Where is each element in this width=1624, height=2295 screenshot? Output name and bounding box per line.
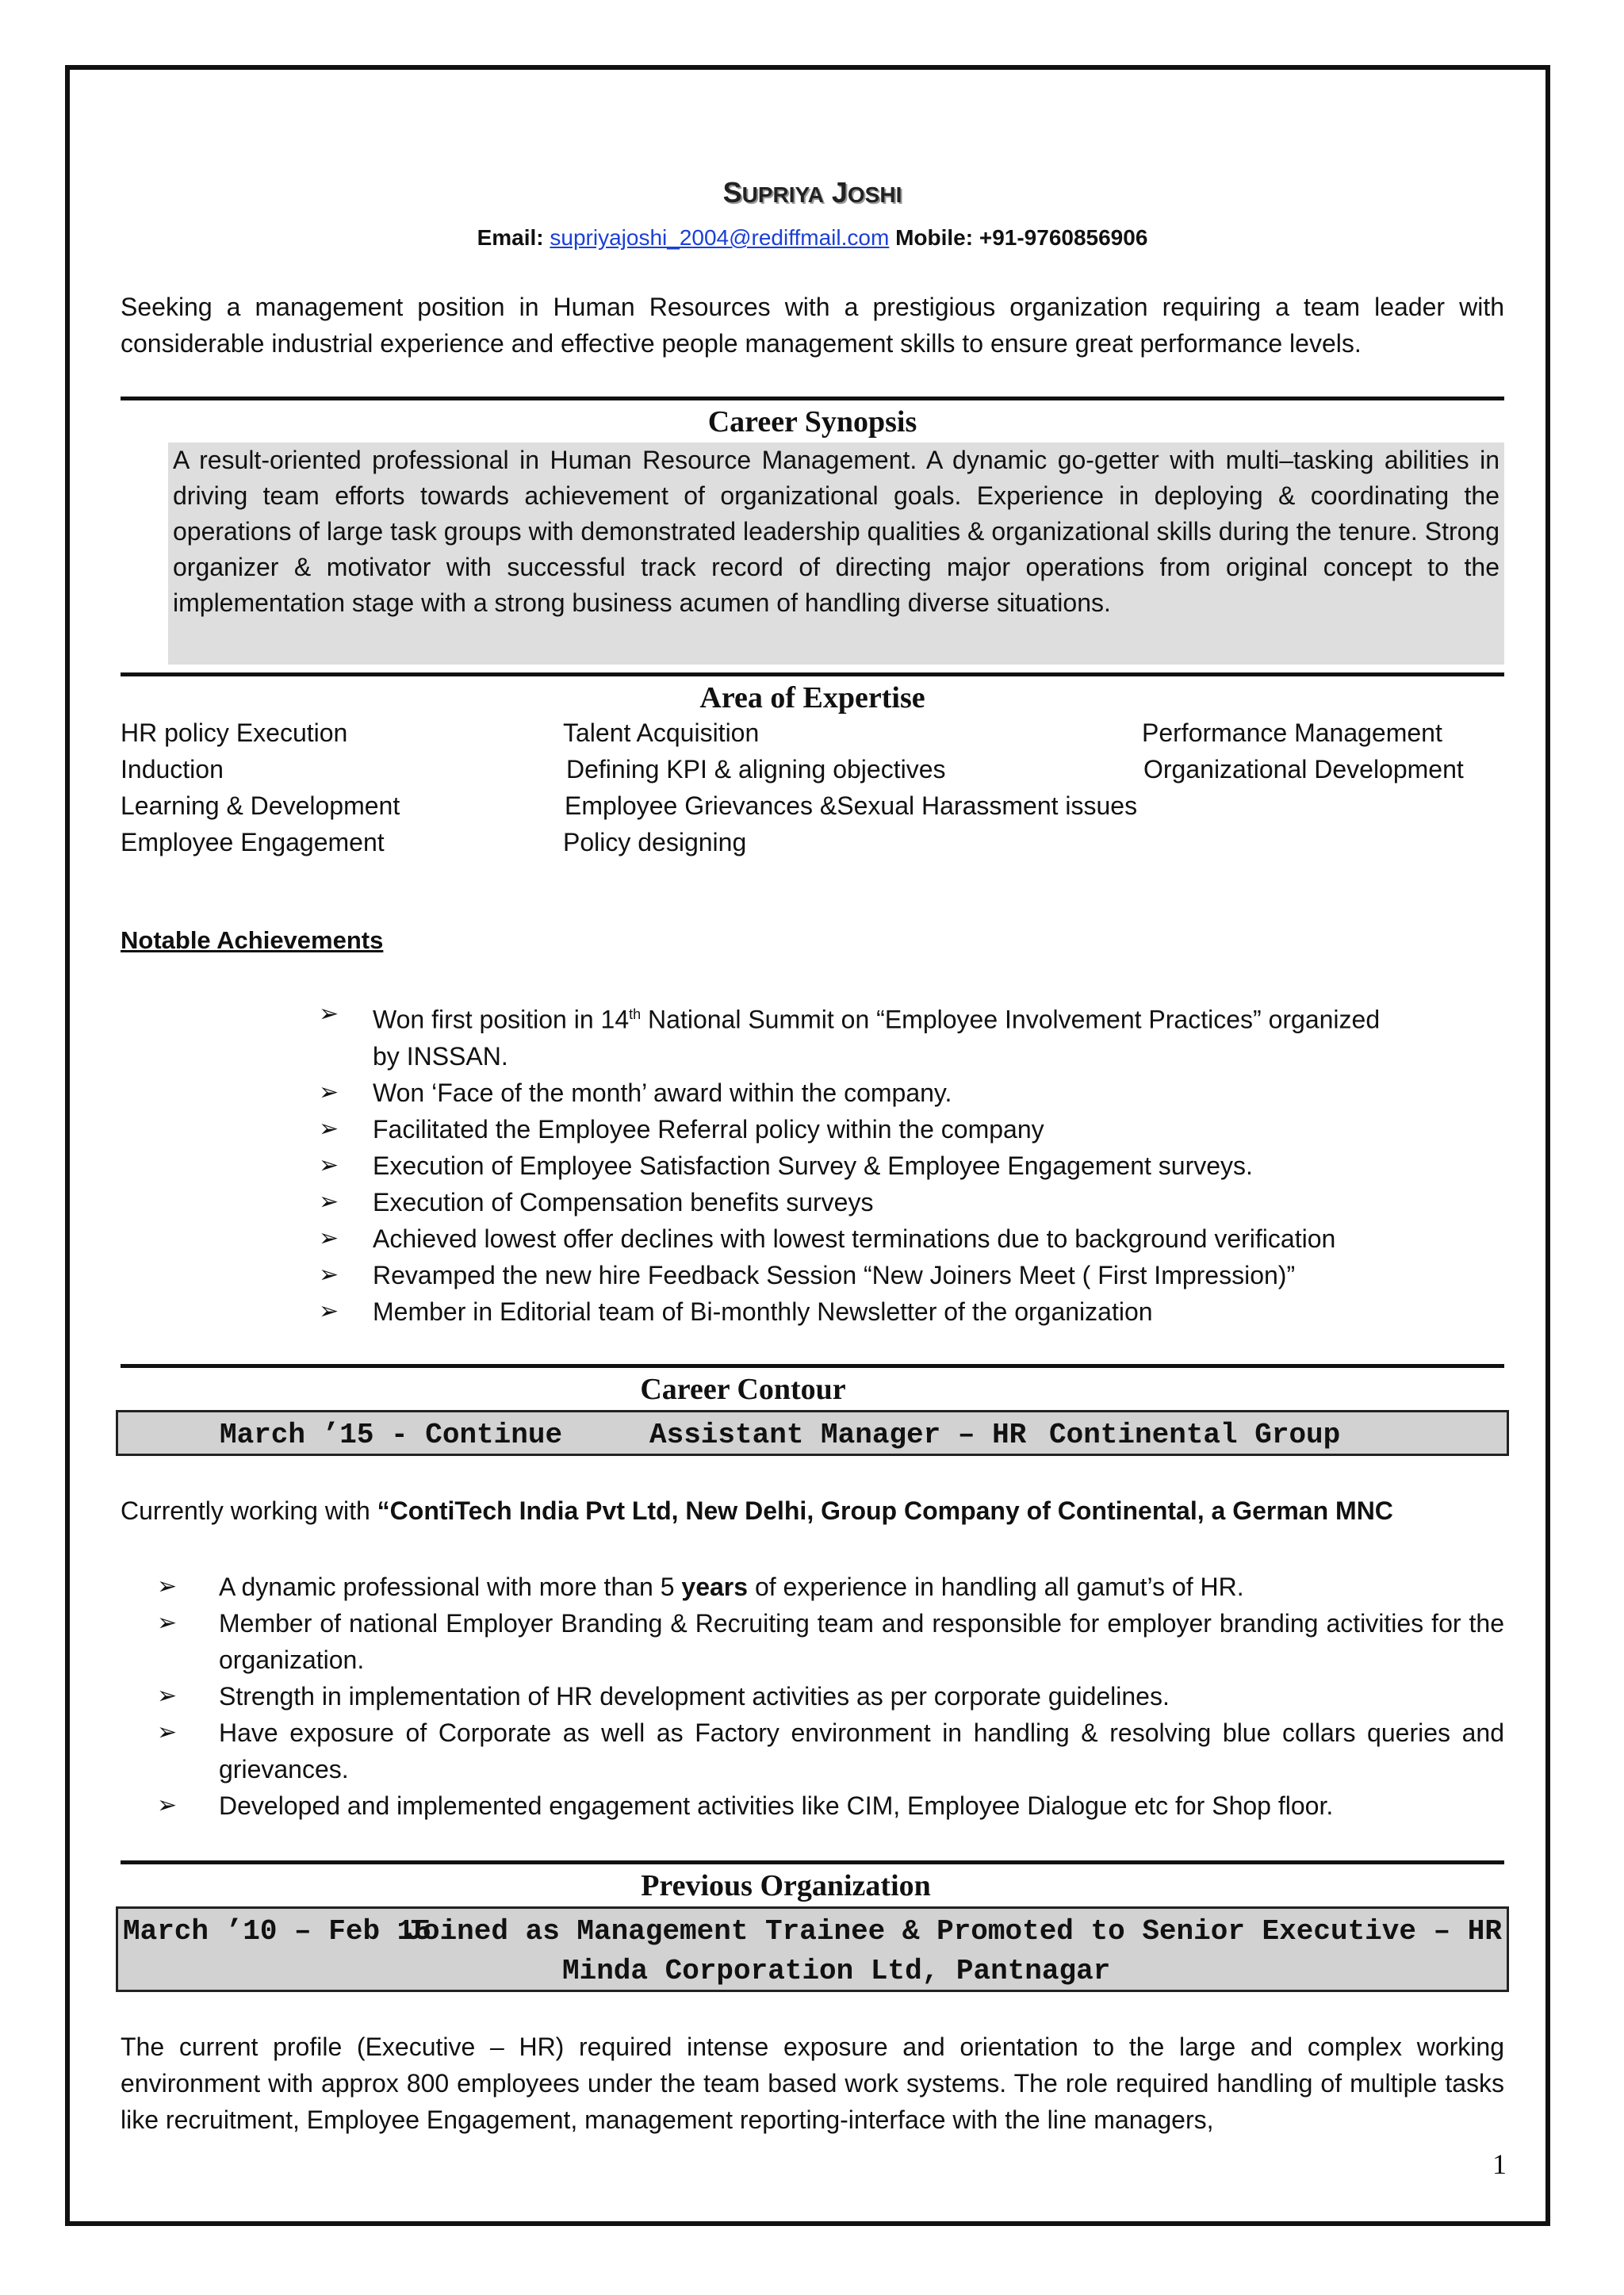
name-first-initial: S bbox=[722, 176, 742, 209]
achievement-text: Achieved lowest offer declines with lowest terminations due to background verification bbox=[373, 1224, 1336, 1253]
name-last-rest: OSHI bbox=[847, 182, 902, 207]
section-divider bbox=[121, 1364, 1504, 1368]
expertise-item: Policy designing bbox=[563, 828, 747, 856]
arrow-bullet-icon: ➢ bbox=[319, 1224, 339, 1251]
achievement-text: Won ‘Face of the month’ award within the company. bbox=[373, 1078, 952, 1107]
expertise-item: HR policy Execution bbox=[121, 718, 348, 747]
responsibility-text: Developed and implemented engagement activities like CIM, Employee Dialogue etc for Shop floor. bbox=[219, 1791, 1334, 1820]
prev-role-title: Joined as Management Trainee & Promoted to Senior Executive – HR bbox=[405, 1915, 1502, 1948]
list-item bbox=[157, 1787, 1504, 1824]
expertise-item: Learning & Development bbox=[121, 791, 400, 820]
previous-role-bar bbox=[116, 1906, 1509, 1992]
responsibility-text: Strength in implementation of HR development activities as per corporate guidelines. bbox=[219, 1682, 1170, 1711]
list-item bbox=[319, 1075, 1413, 1111]
achievement-text: Member in Editorial team of Bi-monthly Newsletter of the organization bbox=[373, 1297, 1153, 1326]
arrow-bullet-icon: ➢ bbox=[157, 1683, 178, 1709]
email-label: Email: bbox=[477, 225, 544, 250]
expertise-row bbox=[121, 718, 1504, 755]
list-item bbox=[319, 1184, 1413, 1220]
expertise-row bbox=[121, 791, 1504, 828]
objective-text: Seeking a management position in Human Resources with a prestigious organization requiring a team leader with considerable industrial experience and effective people management skills to ensure great performance levels. bbox=[121, 293, 1504, 358]
email-link[interactable]: supriyajoshi_2004@rediffmail.com bbox=[550, 225, 890, 250]
previous-org-text: The current profile (Executive – HR) required intense exposure and orientation to the large and complex working environment with approx 800 employees under the team based work systems. The role required handling of multiple tasks like recruitment, Employee Engagement, management reporting-interface with the line managers, bbox=[121, 2033, 1504, 2134]
section-divider bbox=[121, 1860, 1504, 1864]
arrow-bullet-icon: ➢ bbox=[157, 1610, 178, 1636]
achievement-text: Execution of Employee Satisfaction Survey & Employee Engagement surveys. bbox=[373, 1151, 1253, 1180]
achievement-text: Facilitated the Employee Referral policy within the company bbox=[373, 1114, 1044, 1144]
list-item bbox=[319, 1293, 1413, 1330]
expertise-item: Employee Engagement bbox=[121, 828, 385, 856]
responsibility-text: Have exposure of Corporate as well as Factory environment in handling & resolving blue collars queries and grievances. bbox=[219, 1718, 1504, 1784]
career-synopsis-title: Career Synopsis bbox=[707, 405, 917, 439]
list-item bbox=[319, 1111, 1413, 1148]
achievements-list bbox=[319, 996, 1413, 1330]
achievements-heading: Notable Achievements bbox=[121, 926, 384, 954]
list-item bbox=[319, 1148, 1413, 1184]
page-number: 1 bbox=[1492, 2148, 1507, 2180]
previous-org-title: Previous Organization bbox=[641, 1869, 931, 1902]
contact-line bbox=[121, 225, 1504, 251]
prev-role-company: Minda Corporation Ltd, Pantnagar bbox=[562, 1955, 1111, 1987]
arrow-bullet-icon: ➢ bbox=[319, 1151, 339, 1178]
responsibility-text: of experience in handling all gamut’s of HR. bbox=[748, 1573, 1244, 1601]
ordinal-suffix: th bbox=[629, 1006, 642, 1022]
arrow-bullet-icon: ➢ bbox=[157, 1792, 178, 1818]
arrow-bullet-icon: ➢ bbox=[319, 1261, 339, 1288]
expertise-row bbox=[121, 755, 1504, 791]
list-item bbox=[319, 996, 1413, 1075]
list-item bbox=[157, 1569, 1504, 1605]
name-first-rest: UPRIYA bbox=[741, 182, 824, 207]
list-item bbox=[157, 1605, 1504, 1678]
list-item bbox=[319, 1220, 1413, 1257]
role-period: March ’15 - Continue bbox=[220, 1419, 563, 1451]
expertise-item: Organizational Development bbox=[1143, 755, 1464, 784]
arrow-bullet-icon: ➢ bbox=[319, 1188, 339, 1215]
responsibility-emphasis: years bbox=[681, 1573, 749, 1601]
arrow-bullet-icon: ➢ bbox=[319, 1079, 339, 1105]
responsibility-text: Member of national Employer Branding & Recruiting team and responsible for employer branding activities for the organization. bbox=[219, 1609, 1504, 1674]
expertise-row bbox=[121, 828, 1504, 864]
current-employer-line bbox=[121, 1492, 1504, 1529]
current-role-list bbox=[157, 1569, 1504, 1824]
achievement-text: Won first position in 14 bbox=[373, 1005, 630, 1034]
role-company: Continental Group bbox=[1049, 1419, 1341, 1451]
name-last-initial: J bbox=[831, 176, 848, 209]
mobile-number: +91-9760856906 bbox=[979, 225, 1148, 250]
list-item bbox=[157, 1715, 1504, 1787]
expertise-title: Area of Expertise bbox=[699, 681, 925, 715]
employer-intro: Currently working with bbox=[121, 1496, 377, 1525]
mobile-label: Mobile: bbox=[895, 225, 974, 250]
arrow-bullet-icon: ➢ bbox=[157, 1719, 178, 1745]
current-role-bar bbox=[116, 1410, 1509, 1456]
achievement-text: Execution of Compensation benefits surveys bbox=[373, 1187, 874, 1216]
achievement-text: Revamped the new hire Feedback Session “New Joiners Meet ( First Impression)” bbox=[373, 1260, 1296, 1289]
responsibility-text: A dynamic professional with more than 5 bbox=[219, 1573, 682, 1601]
career-synopsis-text: A result-oriented professional in Human Resource Management. A dynamic go-getter with multi–tasking abilities in driving team efforts towards achievement of organizational goals. Experience in deploying & coordinating the operations of large task groups with demonstrated leadership qualities & organizational skills during the tenure. Strong organizer & motivator with successful track record of directing major operations from original concept to the implementation stage with a strong business acumen of handling diverse situations. bbox=[168, 443, 1504, 665]
role-title: Assistant Manager – HR bbox=[649, 1419, 1027, 1451]
expertise-item: Defining KPI & aligning objectives bbox=[566, 755, 946, 784]
career-contour-title: Career Contour bbox=[640, 1373, 846, 1406]
arrow-bullet-icon: ➢ bbox=[157, 1573, 178, 1600]
prev-role-period: March ’10 – Feb 15 bbox=[123, 1915, 431, 1948]
expertise-item: Employee Grievances &Sexual Harassment issues bbox=[565, 791, 1138, 820]
arrow-bullet-icon: ➢ bbox=[319, 1297, 339, 1324]
list-item bbox=[319, 1257, 1413, 1293]
expertise-item: Talent Acquisition bbox=[563, 718, 760, 747]
expertise-item: Performance Management bbox=[1142, 718, 1442, 747]
employer-name: “ContiTech India Pvt Ltd, New Delhi, Group Company of Continental, a German MNC bbox=[377, 1496, 1393, 1525]
list-item bbox=[157, 1678, 1504, 1715]
arrow-bullet-icon: ➢ bbox=[319, 1115, 339, 1142]
achievement-text: National Summit on “Employee Involvement Practices” organized by INSSAN. bbox=[373, 1005, 1381, 1071]
candidate-name bbox=[121, 176, 1504, 209]
section-divider bbox=[121, 397, 1504, 400]
expertise-item: Induction bbox=[121, 755, 224, 784]
section-divider bbox=[121, 672, 1504, 676]
arrow-bullet-icon: ➢ bbox=[319, 1001, 339, 1027]
